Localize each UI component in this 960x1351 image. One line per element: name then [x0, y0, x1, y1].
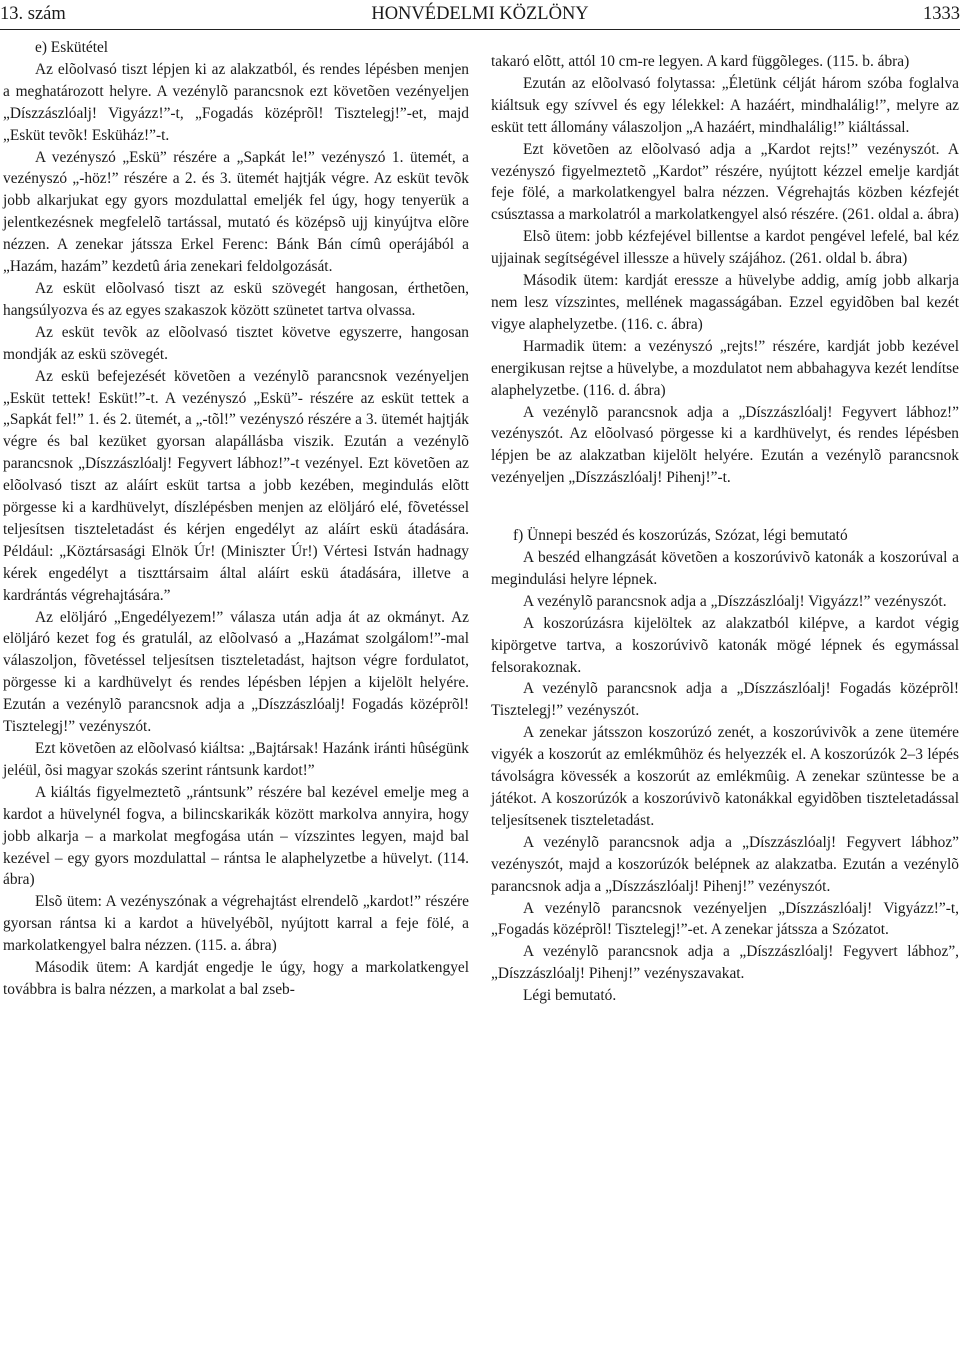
- paragraph: Az elõolvasó tiszt lépjen ki az alakzatból, és rendes lépésben menjen a meghatározott helyre. A vezénylõ parancsnok ezt követõen vezényeljen „Díszzászlóalj! Vigyázz!”-t, „Fogadás középrõl! Tisztelegj!”-et, majd „Esküt tevõk! Esküház!”-t.: [3, 60, 469, 144]
- paragraph: Az elöljáró „Engedélyezem!” válasza után adja át az okmányt. Az elöljáró kezet fog és gratulál, az elõolvasó a „Hazámat szolgálom!”-mal válaszoljon, fõvetéssel teljesítsen tiszteletadást, hajtson végre fordulatot, pörgesse ki a kardhüvelyt és rendes lépésben lépjen a kijelölt helyére. Ezután a vezénylõ parancsnok adja a „Díszzászlóalj! Fogadás középrõl! Tisztelegj!” vezényszót.: [3, 608, 469, 736]
- paragraph: A beszéd elhangzását követõen a koszorúvivõ katonák a koszorúval a megindulási helyre lépnek.: [491, 549, 959, 588]
- paragraph: Elsõ ütem: A vezényszónak a végrehajtást elrendelõ „kardot!” részére gyorsan rántsa ki a kardot a hüvelyébõl, nyújtott karral a feje fölé, a markolatkengyel balra nézzen. (115. a. ábra): [3, 893, 469, 955]
- paragraph: A vezénylõ parancsnok adja a „Díszzászlóalj! Fogadás középrõl! Tisztelegj!” vezényszót.: [491, 680, 959, 720]
- section-spacer: [491, 489, 959, 525]
- paragraph: A vezénylõ parancsnok adja a „Díszzászlóalj! Fegyvert lábhoz” vezényszót, majd a koszorúzók belépnek az alakzatba. Ezután a vezénylõ parancsnok adja a „Díszzászlóalj! Pihenj!” vezényszót.: [491, 833, 959, 895]
- paragraph: A vezénylõ parancsnok adja a „Díszzászlóalj! Vigyázz!” vezényszót.: [523, 592, 947, 610]
- paragraph: Az esküt tevõk az elõolvasó tisztet követve egyszerre, hangosan mondják az eskü szövegét.: [3, 323, 469, 363]
- right-column: [491, 51, 959, 1007]
- paragraph: Az esküt elõolvasó tiszt az eskü szövegét hangosan, érthetõen, hangsúlyozva és az egyes szakaszok között szünetet tartva olvassa.: [3, 279, 469, 319]
- page-number: 1333: [923, 4, 960, 24]
- paragraph: Légi bemutató.: [523, 987, 617, 1005]
- left-column: [3, 37, 469, 1001]
- paragraph: Második ütem: kardját eressze a hüvelybe addig, amíg jobb alkarja nem lesz vízszintes, mellének magasságában. Ezzel egyidõben bal kezét vigye alaphelyzetbe. (116. c. ábra): [491, 272, 959, 333]
- paragraph: Ezután az elõolvasó folytassa: „Életünk célját három szóba foglalva kiáltsuk egy szívvel és egy lélekkel: A hazáért, mindhalálig!”, melyre az esküt tett állomány válaszoljon „A hazáért, mindhalálig!” kiáltással.: [491, 74, 959, 136]
- paragraph: A vezénylõ parancsnok adja a „Díszzászlóalj! Fegyvert lábhoz!” vezényszót. Az elõolvasó pörgesse ki a kardhüvelyt, és rendes lépésben lépjen be az alakzatban kijelölt helyére. Ezután a vezénylõ parancsnok vezényeljen „Díszzászlóalj! Pihenj!”-t.: [491, 403, 959, 487]
- paragraph-continued: takaró elõtt, attól 10 cm-re legyen. A kard függõleges. (115. b. ábra): [491, 53, 910, 70]
- paragraph: A vezénylõ parancsnok vezényeljen „Díszzászlóalj! Vigyázz!”-t, „Fogadás középrõl! Tisztelegj!”-et. A zenekar játssza a Szózatot.: [491, 899, 959, 939]
- paragraph: A vezényszó „Eskü” részére a „Sapkát le!” vezényszó 1. ütemét, a vezényszó „-höz!” részére a 2. és 3. ütemét hajtják végre. Az esküt tevõk jobb alkarjukat egy gyors mozdulattal emeljék fel úgy, hogy tenyerük a jelentkezésnek megfelelõ tartással, mutató és középsõ ujj kinyújtva elõre nézzen. A zenekar játssza Erkel Ferenc: Bánk Bán címû operájából a „Hazám, hazám” kezdetû ária zenekari feldolgozását.: [3, 148, 469, 276]
- section-heading-e: e) Eskütétel: [35, 39, 109, 56]
- paragraph: Második ütem: A kardját engedje le úgy, hogy a markolatkengyel továbbra is balra nézzen, a markolat a bal zseb-: [3, 959, 469, 998]
- paragraph: Az eskü befejezését követõen a vezénylõ parancsnok vezényeljen „Esküt tettek! Esküt!”-t. A vezényszó „Eskü”- részére az esküt tettek a „Sapkát fel!” 1. és 2. ütemét, a „-tõl!” vezényszó részére a 3. ütemét hajtják végre és bal kezüket gyorsan alapállásba viszik. Ezután a vezénylõ parancsnok „Díszzászlóalj! Fegyvert lábhoz!”-t vezényel. Ezt követõen az elõolvasó tiszt az aláírt esküt tartsa a jobb kezében, megindulás elõtt pörgesse ki a kardhüvelyt, díszlépésben menjen az elöljáró elé, fõvetéssel teljesítsen tiszteletadást és kérjen engedélyt az aláírt eskü átadására. Például: „Köztársasági Elnök Úr! (Miniszter Úr!) Vértesi István hadnagy kérek engedélyt a tiszttársaim által aláírt eskü átadására, illetve a kardrántás végrehajtására.”: [3, 367, 469, 604]
- paragraph: Elsõ ütem: jobb kézfejével billentse a kardot pengével lefelé, bal kéz ujjainak segítségével illessze a hüvely szájához. (261. oldal b. ábra): [491, 228, 959, 268]
- issue-number: 13. szám: [0, 4, 66, 24]
- header-rule: [0, 29, 960, 30]
- journal-title: HONVÉDELMI KÖZLÖNY: [371, 4, 589, 24]
- paragraph: Ezt követõen az elõolvasó kiáltsa: „Bajtársak! Hazánk iránti hûségünk jeléül, õsi magyar szokás szerint rántsunk kardot!”: [3, 740, 469, 779]
- paragraph: A zenekar játsszon koszorúzó zenét, a koszorúvivõk a zene ütemére vigyék a koszorút az emlékmûhöz és helyezzék el. A koszorúzók 2–3 lépés távolságra kövessék a koszorút az emlékmûig. A zenekar szüntesse be a játékot. A koszorúzók a koszorúvivõ katonákkal egyidõben tiszteletadással teljesítsenek tiszteletadást.: [491, 724, 959, 829]
- section-heading-f: f) Ünnepi beszéd és koszorúzás, Szózat, légi bemutató: [513, 527, 848, 545]
- paragraph: A kiáltás figyelmeztetõ „rántsunk” részére bal kezével emelje meg a kardot a hüvelynél fogva, a bilincskarikák között markolva annyira, hogy jobb alkarja – a markolat megfogása után – vízszintes legyen, majd bal kezével – egy gyors mozdulattal – rántsa le alaphelyzetbe a hüvelyt. (114. ábra): [3, 783, 469, 889]
- paragraph: A vezénylõ parancsnok adja a „Díszzászlóalj! Fegyvert lábhoz”, „Díszzászlóalj! Pihenj!” vezényszavakat.: [491, 943, 959, 983]
- paragraph: Ezt követõen az elõolvasó adja a „Kardot rejts!” vezényszót. A vezényszó figyelmeztetõ „Kardot” részére, nyújtott kézzel emelje kardját feje fölé, a markolatkengyel balra nézzen. Végrehajtás közben kézfejét csúsztassa a markolatról a markolatkengyel alsó részére. (261. oldal a. ábra): [491, 140, 959, 224]
- paragraph: A koszorúzásra kijelöltek az alakzatból kilépve, a kardot végig kipörgetve tartva, a koszorúvivõ katonák mögé lépnek és egymással felsorakoznak.: [491, 614, 959, 676]
- paragraph: Harmadik ütem: a vezényszó „rejts!” részére, kardját jobb kezével energikusan rejtse a hüvelybe, a mozdulatot nem abbahagyva kezét lendítse alaphelyzetbe. (116. d. ábra): [491, 337, 959, 399]
